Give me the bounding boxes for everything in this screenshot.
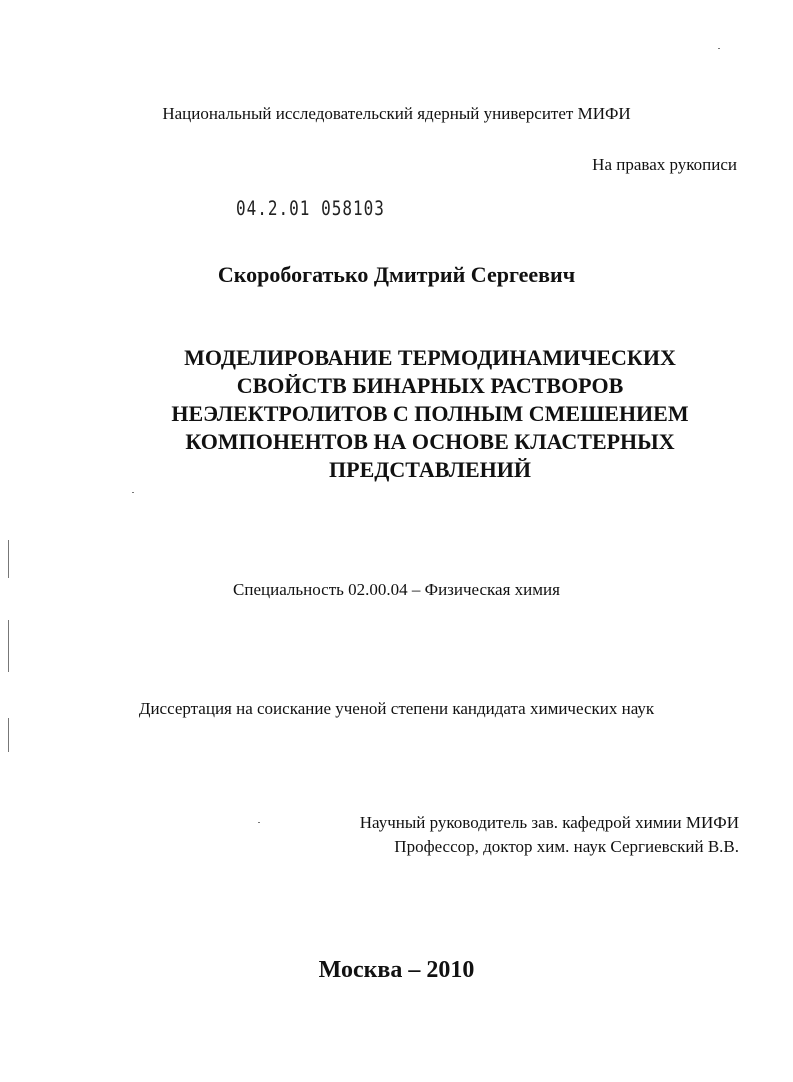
title-line-2: СВОЙСТВ БИНАРНЫХ РАСТВОРОВ bbox=[236, 373, 624, 398]
city-year: Москва – 2010 bbox=[318, 957, 475, 983]
scan-speck bbox=[132, 492, 134, 493]
scan-mark bbox=[8, 540, 9, 578]
scan-speck bbox=[718, 48, 720, 49]
scan-mark bbox=[8, 620, 9, 672]
title-line-3: НЕЭЛЕКТРОЛИТОВ С ПОЛНЫМ СМЕШЕНИЕМ bbox=[171, 401, 689, 426]
advisor-line-1: Научный руководитель зав. кафедрой химии МИФИ bbox=[359, 813, 739, 832]
dissertation-title bbox=[110, 344, 750, 484]
specialty: Специальность 02.00.04 – Физическая химия bbox=[233, 580, 560, 599]
manuscript-rights-note: На правах рукописи bbox=[592, 155, 737, 174]
registration-stamp: 04.2.01 058103 bbox=[236, 197, 385, 220]
title-line-5: ПРЕДСТАВЛЕНИЙ bbox=[329, 457, 531, 482]
dissertation-type: Диссертация на соискание ученой степени кандидата химических наук bbox=[138, 699, 655, 718]
advisor-line-2: Профессор, доктор хим. наук Сергиевский В.В. bbox=[394, 837, 739, 856]
title-line-4: КОМПОНЕНТОВ НА ОСНОВЕ КЛАСТЕРНЫХ bbox=[185, 429, 675, 454]
title-line-1: МОДЕЛИРОВАНИЕ ТЕРМОДИНАМИЧЕСКИХ bbox=[184, 345, 676, 370]
scan-speck bbox=[258, 822, 260, 823]
scan-mark bbox=[8, 718, 9, 752]
scientific-advisor bbox=[360, 811, 739, 859]
author-name: Скоробогатько Дмитрий Сергеевич bbox=[217, 262, 576, 287]
university-name: Национальный исследовательский ядерный университет МИФИ bbox=[162, 104, 631, 123]
